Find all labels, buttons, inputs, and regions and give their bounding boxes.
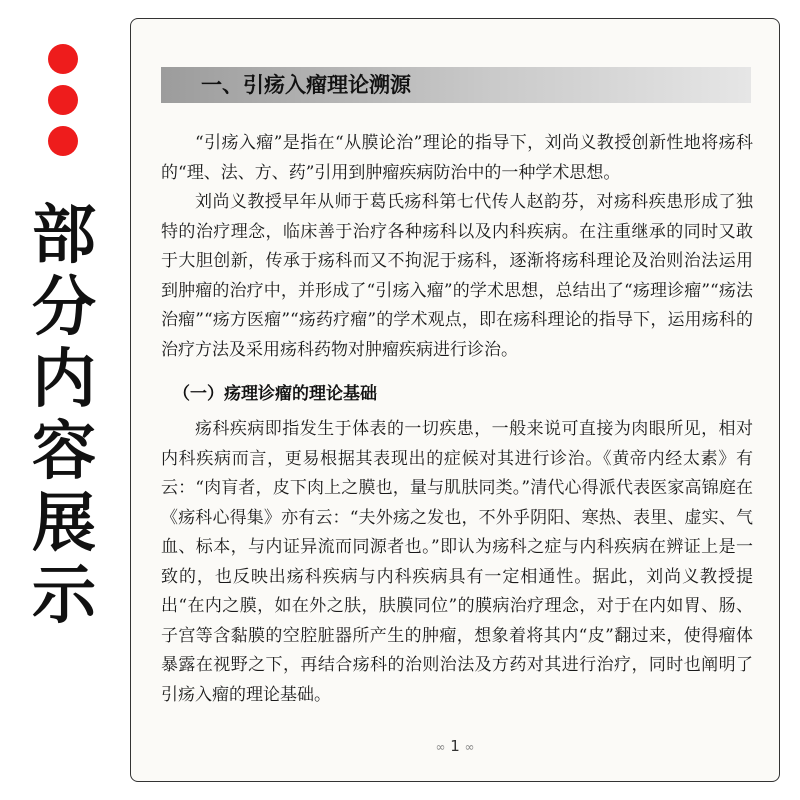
ornament-left-icon: ∞ <box>435 740 446 754</box>
sidebar <box>0 0 128 800</box>
paragraph: 疡科疾病即指发生于体表的一切疾患，一般来说可直接为肉眼所见，相对内科疾病而言，更易根据其表现出的症候对其进行诊治。《黄帝内经太素》有云：“肉肓者，皮下肉上之膜也，量与肌肤同类。”清代心得派代表医家高锦庭在《疡科心得集》亦有云：“夫外疡之发也，不外乎阴阳、寒热、表里、虚实、气血、标本，与内证异流而同源者也。”即认为疡科之症与内科疾病在辨证上是一致的，也反映出疡科疾病与内科疾病具有一定相通性。据此，刘尚义教授提出“在内之膜，如在外之肤，肤膜同位”的膜病治疗理念，对于在内如胃、肠、子宫等含黏膜的空腔脏器所产生的肿瘤，想象着将其内“皮”翻过来，使得瘤体暴露在视野之下，再结合疡科的治则治法及方药对其进行治疗，同时也阐明了引疡入瘤的理论基础。 <box>161 419 753 705</box>
sidebar-title: 部分内容展示 <box>32 199 96 633</box>
page-content <box>161 129 753 710</box>
page-number <box>131 737 779 755</box>
book-page <box>130 18 780 782</box>
page-number-value: 1 <box>450 737 460 755</box>
red-dot-icon <box>48 85 78 115</box>
ornament-right-icon: ∞ <box>464 740 475 754</box>
paragraph: “引疡入瘤”是指在“从膜论治”理论的指导下，刘尚义教授创新性地将疡科的“理、法、方、药”引用到肿瘤疾病防治中的一种学术思想。 <box>161 133 753 183</box>
red-dot-icon <box>48 126 78 156</box>
section-heading: 一、引疡入瘤理论溯源 <box>201 73 411 97</box>
subheading: （一）疡理诊瘤的理论基础 <box>173 384 377 404</box>
red-dot-icon <box>48 44 78 74</box>
paragraph: 刘尚义教授早年从师于葛氏疡科第七代传人赵韵芬，对疡科疾患形成了独特的治疗理念，临床善于治疗各种疡科以及内科疾病。在注重继承的同时又敢于大胆创新，传承于疡科而又不拘泥于疡科，逐渐将疡科理论及治则治法运用到肿瘤的治疗中，并形成了“引疡入瘤”的学术思想，总结出了“疡理诊瘤”“疡法治瘤”“疡方医瘤”“疡药疗瘤”的学术观点，即在疡科理论的指导下，运用疡科的治疗方法及采用疡科药物对肿瘤疾病进行诊治。 <box>161 192 753 360</box>
red-dots-decoration <box>48 44 80 167</box>
